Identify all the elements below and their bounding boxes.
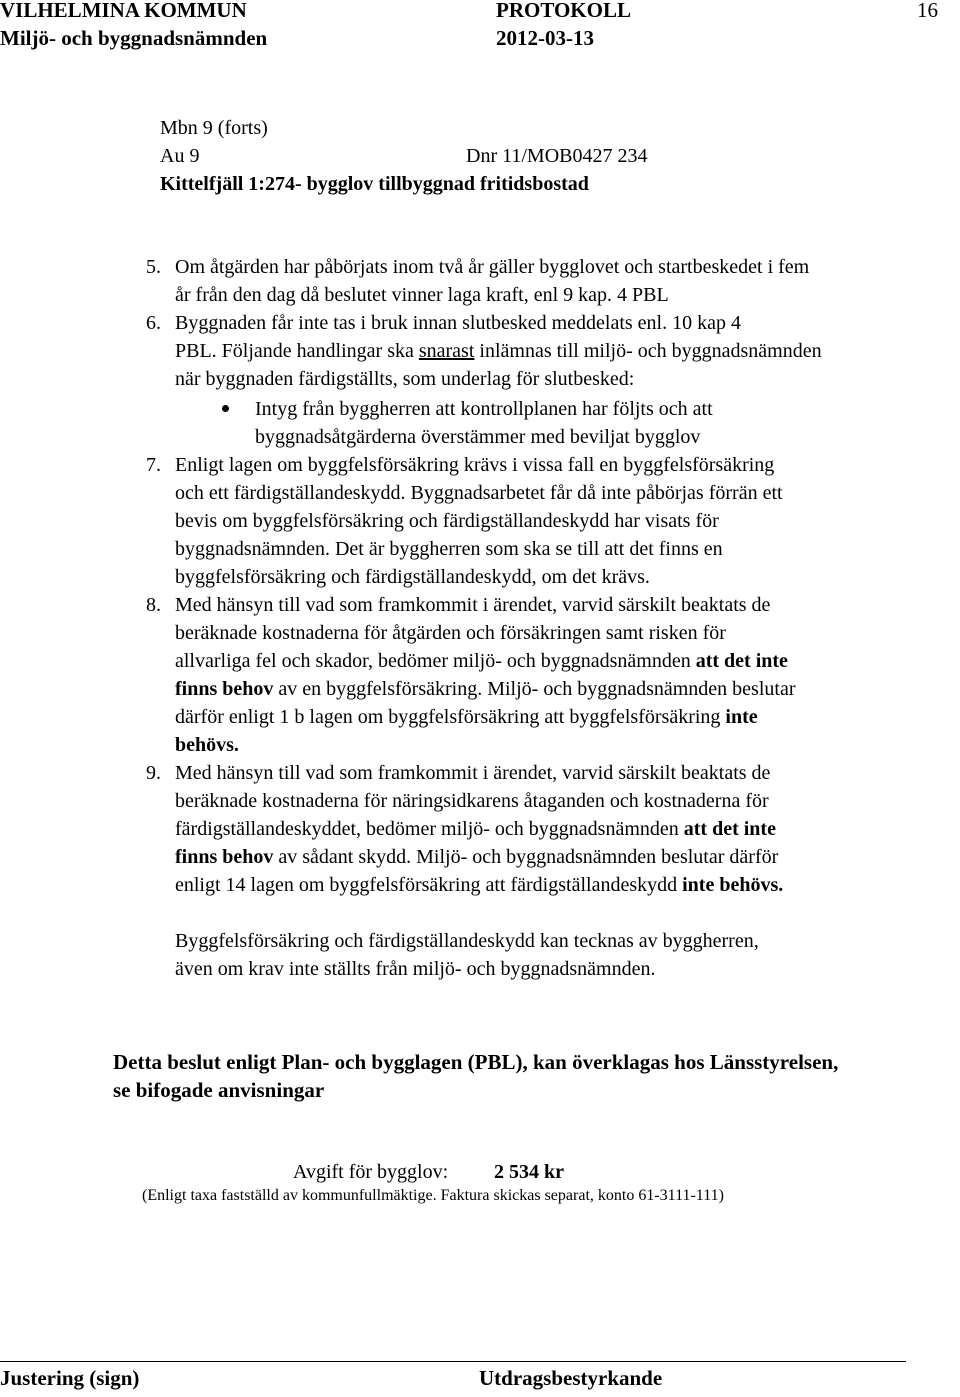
footer-justering: Justering (sign) [0, 1366, 140, 1390]
item-7-number: 7. [146, 454, 161, 476]
item-6-line-2 [175, 337, 822, 365]
item-9-line-3 [175, 815, 776, 843]
item-6-number: 6. [146, 312, 161, 334]
item-6-snarast: snarast [418, 340, 475, 362]
item-7-line-1: Enligt lagen om byggfelsförsäkring krävs i vissa fall en byggfelsförsäkring [175, 454, 775, 476]
item-9-line-5-start: enligt 14 lagen om byggfelsförsäkring att färdigställandeskydd [175, 874, 683, 896]
item-9-line-4 [175, 843, 778, 871]
header-page-number: 16 [917, 0, 938, 22]
item-5-number: 5. [146, 256, 161, 278]
fee-label: Avgift för bygglov: [293, 1161, 449, 1183]
item-8-bold-2: finns behov [175, 678, 274, 700]
note-line-2: även om krav inte ställts från miljö- och byggnadsnämnden. [175, 958, 656, 980]
item-8-line-1: Med hänsyn till vad som framkommit i ärendet, varvid särskilt beaktats de [175, 594, 771, 616]
item-9-bold-1: att det inte [683, 818, 776, 840]
note-line-1: Byggfelsförsäkring och färdigställandeskydd kan tecknas av byggherren, [175, 930, 759, 952]
bullet-line-2: byggnadsåtgärderna överstämmer med beviljat bygglov [255, 426, 701, 448]
footer-utdragsbestyrkande: Utdragsbestyrkande [479, 1366, 663, 1390]
item-7-line-2: och ett färdigställandeskydd. Byggnadsarbetet får då inte påbörjas förrän ett [175, 482, 783, 504]
case-dnr: Dnr 11/MOB0427 234 [466, 145, 648, 167]
header-committee: Miljö- och byggnadsnämnden [0, 26, 268, 50]
item-7-line-3: bevis om byggfelsförsäkring och färdigställandeskydd har visats för [175, 510, 719, 532]
item-8-line-5 [175, 703, 758, 731]
item-8-line-3-start: allvarliga fel och skador, bedömer miljö- och byggnadsnämnden [175, 650, 696, 672]
item-8-line-3 [175, 647, 788, 675]
item-9-line-2: beräknade kostnaderna för näringsidkarens åtaganden och kostnaderna för [175, 790, 769, 812]
item-9-bold-2: finns behov [175, 846, 274, 868]
item-8-number: 8. [146, 594, 161, 616]
appeal-line-2: se bifogade anvisningar [113, 1078, 325, 1102]
signature-divider [0, 1361, 906, 1362]
item-8-line-5-start: därför enligt 1 b lagen om byggfelsförsäkring att byggfelsförsäkring [175, 706, 726, 728]
item-5-line-1: Om åtgärden har påbörjats inom två år gäller bygglovet och startbeskedet i fem [175, 256, 810, 278]
header-org: VILHELMINA KOMMUN [0, 0, 247, 22]
item-6-line-2-start: PBL. Följande handlingar ska [175, 340, 419, 362]
item-9-line-4-end: av sådant skydd. Miljö- och byggnadsnämnden beslutar därför [273, 846, 779, 868]
item-7-line-4: byggnadsnämnden. Det är byggherren som ska se till att det finns en [175, 538, 723, 560]
item-6-line-2-end: inlämnas till miljö- och byggnadsnämnden [474, 340, 822, 362]
item-8-line-4-end: av en byggfelsförsäkring. Miljö- och byggnadsnämnden beslutar [273, 678, 796, 700]
item-6-line-1: Byggnaden får inte tas i bruk innan slutbesked meddelats enl. 10 kap 4 [175, 312, 741, 334]
fee-amount: 2 534 kr [494, 1161, 564, 1183]
bullet-dot [222, 405, 229, 412]
header-doc-type: PROTOKOLL [496, 0, 631, 22]
item-8-line-4 [175, 675, 795, 703]
item-5-line-2: år från den dag då beslutet vinner laga kraft, enl 9 kap. 4 PBL [175, 284, 669, 306]
item-8-bold-1: att det inte [695, 650, 788, 672]
header-date: 2012-03-13 [496, 26, 594, 50]
item-9-number: 9. [146, 762, 161, 784]
item-8-line-2: beräknade kostnaderna för åtgärden och försäkringen samt risken för [175, 622, 726, 644]
item-9-line-3-start: färdigställandeskyddet, bedömer miljö- och byggnadsnämnden [175, 818, 684, 840]
item-8-line-6: behövs. [175, 734, 239, 756]
fee-note: (Enligt taxa fastställd av kommunfullmäktige. Faktura skickas separat, konto 61-3111-111) [142, 1187, 724, 1204]
item-9-line-1: Med hänsyn till vad som framkommit i ärendet, varvid särskilt beaktats de [175, 762, 771, 784]
item-8-bold-3: inte [725, 706, 758, 728]
appeal-line-1: Detta beslut enligt Plan- och bygglagen (PBL), kan överklagas hos Länsstyrelsen, [113, 1050, 839, 1074]
case-paragraph: Mbn 9 (forts) [160, 117, 268, 139]
item-9-line-5 [175, 871, 783, 899]
case-au: Au 9 [160, 145, 200, 167]
item-7-line-5: byggfelsförsäkring och färdigställandeskydd, om det krävs. [175, 566, 650, 588]
bullet-line-1: Intyg från byggherren att kontrollplanen har följts och att [255, 398, 713, 420]
case-title: Kittelfjäll 1:274- bygglov tillbyggnad fritidsbostad [160, 173, 589, 195]
item-6-line-3: när byggnaden färdigställts, som underlag för slutbesked: [175, 368, 635, 390]
item-9-bold-3: inte behövs. [682, 874, 784, 896]
